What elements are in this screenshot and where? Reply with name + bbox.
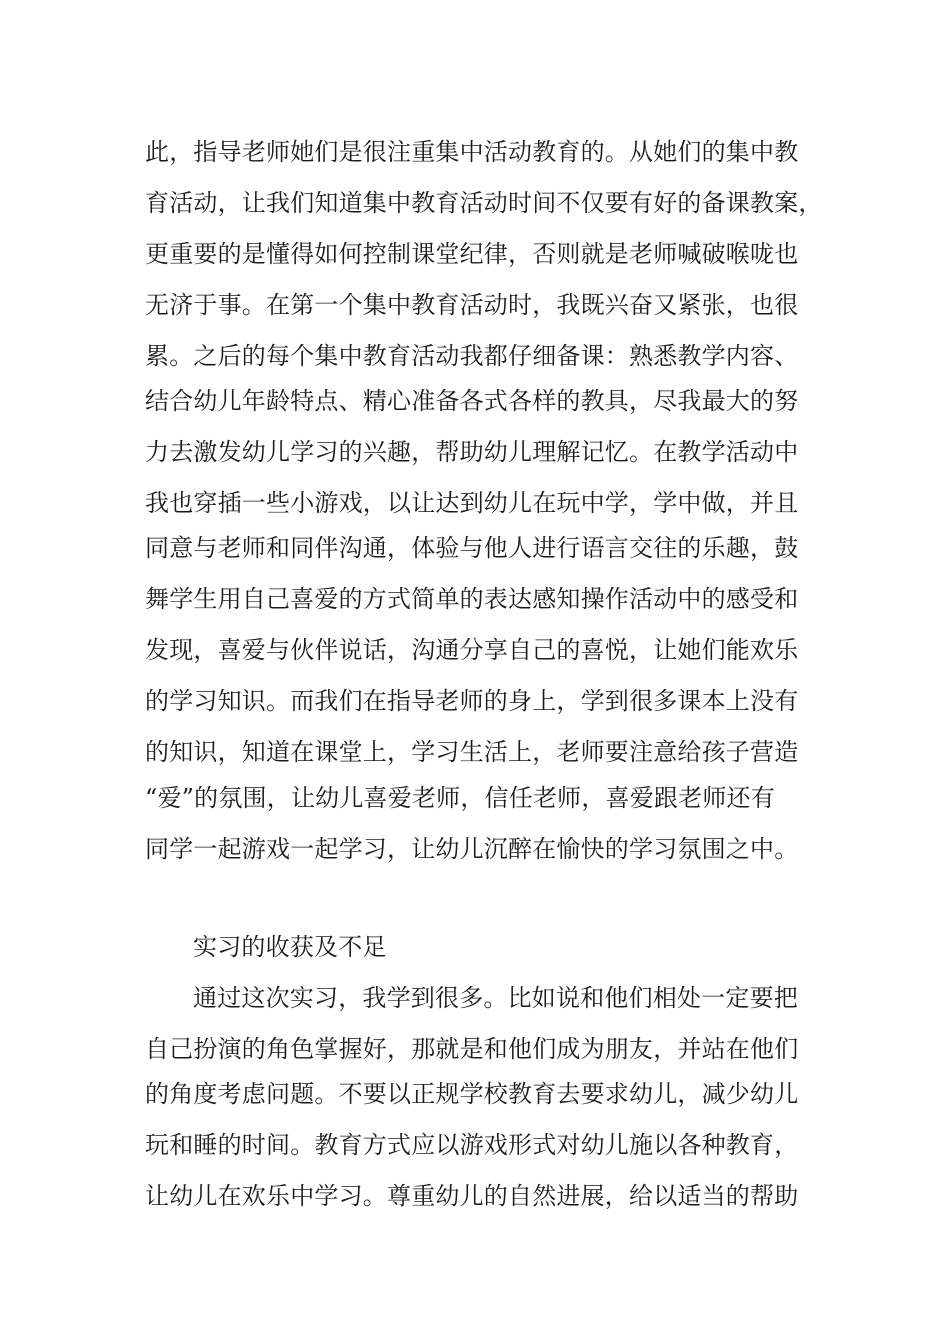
paragraph-1-line: 舞学生用自己喜爱的方式简单的表达感知操作活动中的感受和 [145,585,799,613]
paragraph-1-line: 发现，喜爱与伙伴说话，沟通分享自己的喜悦，让她们能欢乐 [145,636,799,664]
section-heading: 实习的收获及不足 [193,933,387,961]
paragraph-1-line: 无济于事。在第一个集中教育活动时，我既兴奋又紧张，也很 [145,291,799,319]
paragraph-1-line: 累。之后的每个集中教育活动我都仔细备课：熟悉教学内容、 [145,342,799,370]
paragraph-1-line: 同学一起游戏一起学习，让幼儿沉醉在愉快的学习氛围之中。 [145,835,799,863]
paragraph-2-line: 通过这次实习，我学到很多。比如说和他们相处一定要把 [193,984,798,1012]
paragraph-1-line: 的学习知识。而我们在指导老师的身上，学到很多课本上没有 [145,687,799,715]
paragraph-2-line: 让幼儿在欢乐中学习。尊重幼儿的自然进展，给以适当的帮助 [145,1182,799,1210]
paragraph-1-line: 此，指导老师她们是很注重集中活动教育的。从她们的集中教 [145,138,799,166]
paragraph-1-line: 力去激发幼儿学习的兴趣，帮助幼儿理解记忆。在教学活动中 [145,438,799,466]
paragraph-1-line: “爱”的氛围，让幼儿喜爱老师，信任老师，喜爱跟老师还有 [145,784,775,812]
paragraph-1-line: 我也穿插一些小游戏，以让达到幼儿在玩中学，学中做，并且 [145,489,799,517]
paragraph-2-line: 玩和睡的时间。教育方式应以游戏形式对幼儿施以各种教育， [145,1131,799,1159]
paragraph-1-line: 的知识，知道在课堂上，学习生活上，老师要注意给孩子营造 [145,738,799,766]
paragraph-1-line: 更重要的是懂得如何控制课堂纪律，否则就是老师喊破喉咙也 [145,240,799,268]
paragraph-1-line: 结合幼儿年龄特点、精心准备各式各样的教具，尽我最大的努 [145,387,799,415]
paragraph-2-line: 的角度考虑问题。不要以正规学校教育去要求幼儿，减少幼儿 [145,1080,799,1108]
paragraph-2-line: 自己扮演的角色掌握好，那就是和他们成为朋友，并站在他们 [145,1035,799,1063]
paragraph-1-line: 育活动，让我们知道集中教育活动时间不仅要有好的备课教案， [145,189,823,217]
paragraph-1-line: 同意与老师和同伴沟通，体验与他人进行语言交往的乐趣，鼓 [145,534,799,562]
